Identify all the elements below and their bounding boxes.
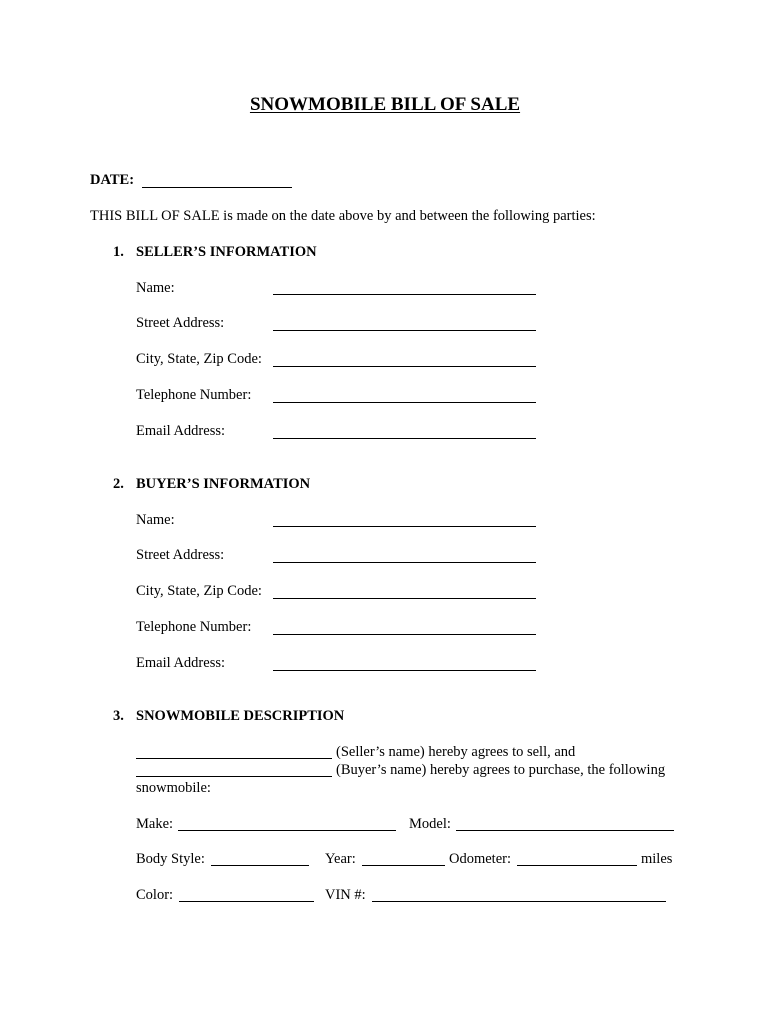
- seller-phone-field[interactable]: [273, 402, 536, 403]
- seller-city-field[interactable]: [273, 366, 536, 367]
- snowmobile-tail-text: snowmobile:: [136, 780, 211, 796]
- year-field[interactable]: [362, 865, 445, 866]
- model-field[interactable]: [456, 830, 674, 831]
- section-number-seller: 1.: [113, 244, 124, 260]
- seller-email-field[interactable]: [273, 438, 536, 439]
- color-field[interactable]: [179, 901, 314, 902]
- odometer-label: Odometer:: [449, 851, 512, 867]
- odometer-field[interactable]: [517, 865, 637, 866]
- seller-phone-label: Telephone Number:: [136, 387, 252, 403]
- section-heading-buyer: BUYER’S INFORMATION: [136, 476, 311, 492]
- section-number-description: 3.: [113, 708, 124, 724]
- seller-street-field[interactable]: [273, 330, 536, 331]
- buyer-city-label: City, State, Zip Code:: [136, 583, 262, 599]
- miles-label: miles: [641, 851, 673, 867]
- seller-name-field[interactable]: [273, 294, 536, 295]
- seller-name-blank[interactable]: [136, 758, 332, 759]
- seller-name-label: Name:: [136, 280, 175, 296]
- vin-label: VIN #:: [325, 887, 366, 903]
- vin-field[interactable]: [372, 901, 666, 902]
- buyer-name-blank[interactable]: [136, 776, 332, 777]
- body-style-label: Body Style:: [136, 851, 205, 867]
- date-label: DATE:: [90, 172, 135, 188]
- intro-paragraph: THIS BILL OF SALE is made on the date above by and between the following parties:: [90, 208, 596, 224]
- buyer-city-field[interactable]: [273, 598, 536, 599]
- buyer-phone-field[interactable]: [273, 634, 536, 635]
- buyer-phone-label: Telephone Number:: [136, 619, 252, 635]
- section-heading-seller: SELLER’S INFORMATION: [136, 244, 317, 260]
- document-title: SNOWMOBILE BILL OF SALE: [249, 94, 521, 115]
- color-label: Color:: [136, 887, 174, 903]
- seller-clause: (Seller’s name) hereby agrees to sell, and: [336, 744, 576, 760]
- buyer-street-field[interactable]: [273, 562, 536, 563]
- model-label: Model:: [409, 816, 451, 832]
- make-field[interactable]: [178, 830, 396, 831]
- buyer-street-label: Street Address:: [136, 547, 225, 563]
- body-style-field[interactable]: [211, 865, 309, 866]
- buyer-clause: (Buyer’s name) hereby agrees to purchase, the following: [336, 762, 666, 778]
- seller-city-label: City, State, Zip Code:: [136, 351, 262, 367]
- buyer-name-field[interactable]: [273, 526, 536, 527]
- make-label: Make:: [136, 816, 174, 832]
- buyer-email-label: Email Address:: [136, 655, 226, 671]
- year-label: Year:: [325, 851, 356, 867]
- section-heading-description: SNOWMOBILE DESCRIPTION: [136, 708, 345, 724]
- seller-email-label: Email Address:: [136, 423, 226, 439]
- seller-street-label: Street Address:: [136, 315, 225, 331]
- date-field[interactable]: [142, 187, 292, 188]
- buyer-name-label: Name:: [136, 512, 175, 528]
- section-number-buyer: 2.: [113, 476, 124, 492]
- buyer-email-field[interactable]: [273, 670, 536, 671]
